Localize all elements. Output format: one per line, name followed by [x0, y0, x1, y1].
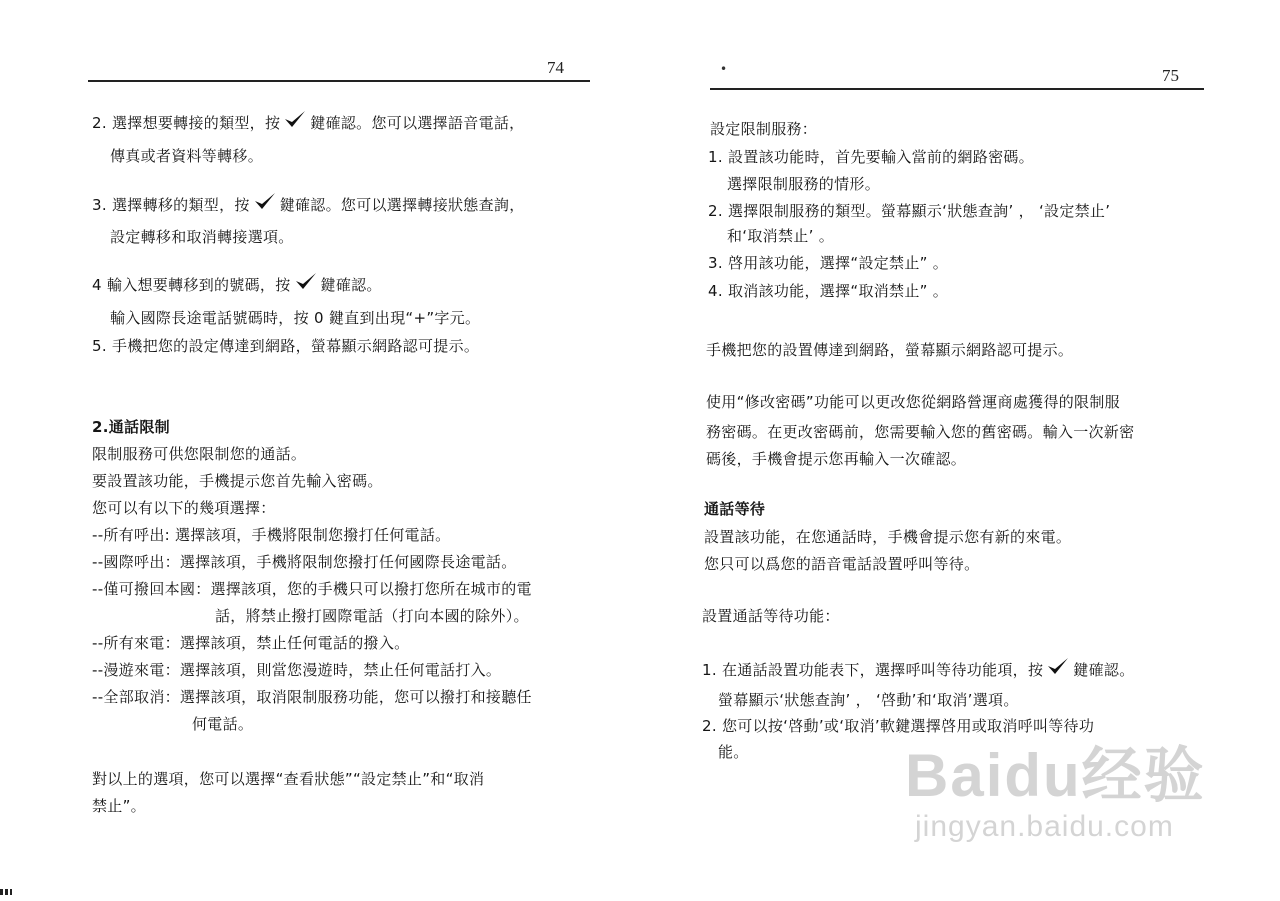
- closing-line: 對以上的選項，您可以選擇“查看狀態”“設定禁止”和“取消: [92, 770, 485, 788]
- setup-step: 選擇限制服務的情形。: [727, 175, 881, 193]
- scan-speck: •: [720, 62, 728, 76]
- setup-step: 3. 啓用該功能，選擇“設定禁止” 。: [708, 254, 949, 272]
- option-line: --國際呼出：選擇該項，手機將限制您撥打任何國際長途電話。: [92, 553, 517, 571]
- setup-heading: 設定限制服務：: [710, 120, 818, 138]
- intro-line: 限制服務可供您限制您的通話。: [92, 445, 307, 463]
- step-line: 設定轉移和取消轉接選項。: [110, 228, 294, 246]
- step-text: 鍵確認。: [320, 276, 382, 294]
- intro-line: 要設置該功能，手機提示您首先輸入密碼。: [92, 472, 383, 490]
- header-rule: [710, 88, 1204, 90]
- waiting-intro-line: 設置該功能，在您通話時，手機會提示您有新的來電。: [704, 528, 1072, 546]
- waiting-heading: 通話等待: [704, 500, 766, 518]
- step-line: [92, 110, 524, 133]
- step-text: 鍵確認。您可以選擇轉接狀態查詢，: [279, 196, 525, 214]
- network-note: 手機把您的設置傳達到網路，螢幕顯示網路認可提示。: [706, 341, 1074, 359]
- baidu-watermark: [895, 728, 1255, 888]
- option-line: --所有來電：選擇該項，禁止任何電話的撥入。: [92, 634, 410, 652]
- waiting-step: 螢幕顯示‘狀態查詢’ ， ‘啓動’和‘取消’選項。: [718, 691, 1019, 709]
- step-text: 2. 選擇想要轉接的類型，按: [92, 114, 281, 132]
- waiting-step: [702, 657, 1135, 680]
- step-line: 輸入國際長途電話號碼時，按 0 鍵直到出現“+”字元。: [110, 309, 481, 327]
- password-note-line: 務密碼。在更改密碼前，您需要輸入您的舊密碼。輸入一次新密: [706, 423, 1135, 441]
- setup-step: 1. 設置該功能時，首先要輸入當前的網路密碼。: [708, 148, 1034, 166]
- checkmark-icon: [294, 272, 318, 292]
- option-line: 話，將禁止撥打國際電話（打向本國的除外）。: [215, 607, 529, 625]
- step-line: [92, 192, 525, 215]
- waiting-step: 2. 您可以按‘啓動’或‘取消’軟鍵選擇啓用或取消呼叫等待功: [702, 717, 1095, 735]
- watermark-url: jingyan.baidu.com: [915, 810, 1174, 843]
- waiting-step: 能。: [718, 743, 749, 761]
- step-line: [92, 272, 382, 295]
- page-number: 74: [547, 58, 564, 77]
- left-page: [0, 0, 640, 894]
- checkmark-icon: [1046, 657, 1070, 677]
- setup-step: 2. 選擇限制服務的類型。螢幕顯示‘狀態查詢’ ， ‘設定禁止’: [708, 202, 1111, 220]
- setup-step: 和‘取消禁止’ 。: [727, 227, 835, 245]
- setup-step: 4. 取消該功能，選擇“取消禁止” 。: [708, 282, 949, 300]
- section-heading: 2.通話限制: [92, 418, 170, 436]
- option-line: 何電話。: [192, 715, 254, 733]
- step-text: 3. 選擇轉移的類型，按: [92, 196, 250, 214]
- header-rule: [88, 80, 590, 82]
- option-line: --全部取消：選擇該項，取消限制服務功能，您可以撥打和接聽任: [92, 688, 532, 706]
- option-line: --所有呼出: 選擇該項，手機將限制您撥打任何電話。: [92, 526, 451, 544]
- password-note-line: 碼後，手機會提示您再輸入一次確認。: [706, 450, 967, 468]
- closing-line: 禁止”。: [92, 797, 146, 815]
- step-text: 鍵確認。您可以選擇語音電話，: [310, 114, 525, 132]
- watermark-brand: Baidu经验: [905, 742, 1206, 809]
- password-note-line: 使用“修改密碼”功能可以更改您從網路營運商處獲得的限制服: [706, 393, 1120, 411]
- step-text: 4 輸入想要轉移到的號碼，按: [92, 276, 291, 294]
- intro-line: 您可以有以下的幾項選擇：: [92, 499, 276, 517]
- option-line: --漫遊來電：選擇該項，則當您漫遊時，禁止任何電話打入。: [92, 661, 502, 679]
- waiting-setup-heading: 設置通話等待功能：: [702, 607, 840, 625]
- page-number: 75: [1162, 66, 1179, 85]
- checkmark-icon: [283, 110, 307, 130]
- option-line: --僅可撥回本國：選擇該項，您的手機只可以撥打您所在城市的電: [92, 580, 532, 598]
- step-text: 1. 在通話設置功能表下，選擇呼叫等待功能項，按: [702, 661, 1044, 679]
- step-line: 5. 手機把您的設定傳達到網路，螢幕顯示網路認可提示。: [92, 337, 480, 355]
- step-line: 傳真或者資料等轉移。: [110, 147, 264, 165]
- step-text: 鍵確認。: [1073, 661, 1135, 679]
- checkmark-icon: [253, 192, 277, 212]
- scan-corner-mark: [0, 882, 20, 894]
- waiting-intro-line: 您只可以爲您的語音電話設置呼叫等待。: [704, 555, 980, 573]
